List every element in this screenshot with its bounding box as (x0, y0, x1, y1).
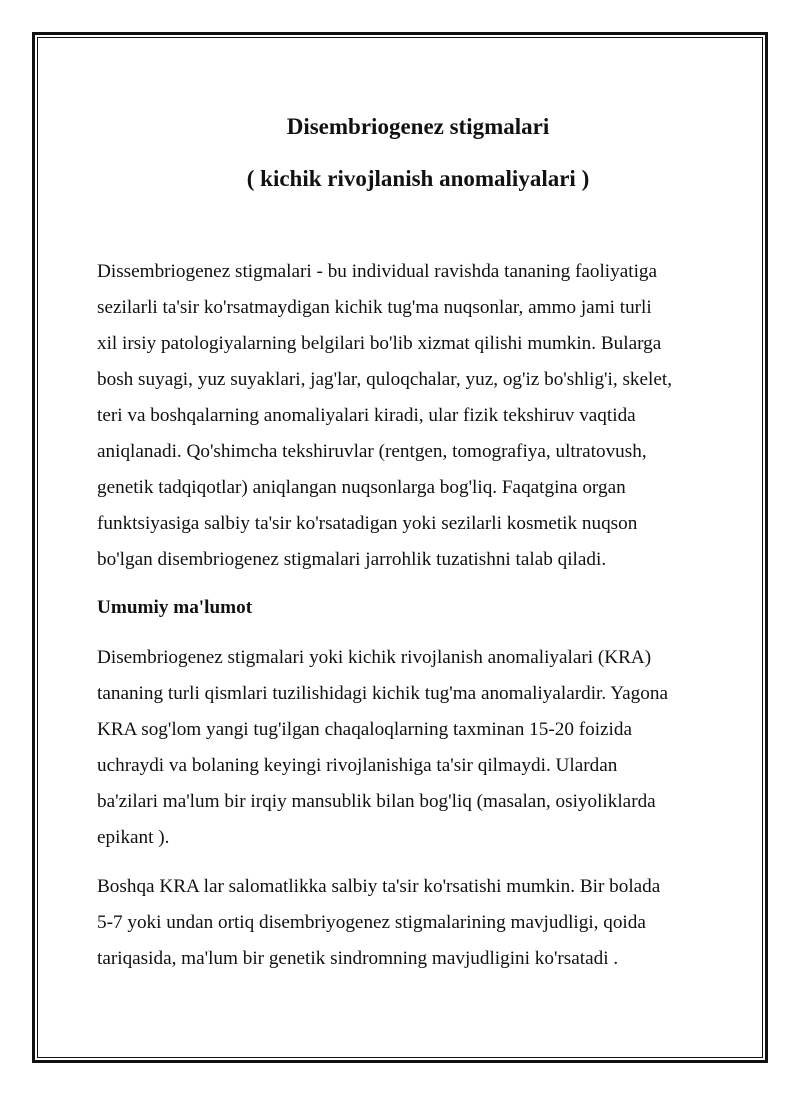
paragraph-line: 5-7 yoki undan ortiq disembriyogenez stigmalarining mavjudligi, qoida (97, 912, 646, 933)
paragraph-line: funktsiyasiga salbiy ta'sir ko'rsatadigan yoki sezilarli kosmetik nuqson (97, 513, 638, 534)
paragraph-other-kra (97, 869, 742, 977)
paragraph-general-info (97, 640, 742, 856)
paragraph-line: aniqlanadi. Qo'shimcha tekshiruvlar (rentgen, tomografiya, ultratovush, (97, 441, 647, 462)
document-subtitle: ( kichik rivojlanish anomaliyalari ) (246, 166, 590, 191)
document-body (97, 108, 742, 977)
paragraph-line: xil irsiy patologiyalarning belgilari bo'lib xizmat qilishi mumkin. Bularga (97, 333, 662, 354)
paragraph-line: tananing turli qismlari tuzilishidagi kichik tug'ma anomaliyalardir. Yagona (97, 683, 668, 704)
section-heading: Umumiy ma'lumot (97, 597, 253, 618)
paragraph-line: KRA sog'lom yangi tug'ilgan chaqaloqlarning taxminan 15-20 foizida (97, 719, 633, 740)
paragraph-line: ba'zilari ma'lum bir irqiy mansublik bilan bog'liq (masalan, osiyoliklarda (97, 791, 656, 812)
paragraph-line: Disembriogenez stigmalari yoki kichik rivojlanish anomaliyalari (KRA) (97, 647, 652, 668)
paragraph-line: epikant ). (97, 827, 170, 848)
paragraph-line: Boshqa KRA lar salomatlikka salbiy ta'sir ko'rsatishi mumkin. Bir bolada (97, 876, 661, 897)
paragraph-line: uchraydi va bolaning keyingi rivojlanishiga ta'sir qilmaydi. Ulardan (97, 755, 618, 776)
paragraph-line: bosh suyagi, yuz suyaklari, jag'lar, quloqchalar, yuz, og'iz bo'shlig'i, skelet, (97, 369, 672, 390)
paragraph-line: sezilarli ta'sir ko'rsatmaydigan kichik tug'ma nuqsonlar, ammo jami turli (97, 297, 652, 318)
paragraph-line: bo'lgan disembriogenez stigmalari jarrohlik tuzatishni talab qiladi. (97, 549, 607, 570)
paragraph-line: teri va boshqalarning anomaliyalari kiradi, ular fizik tekshiruv vaqtida (97, 405, 636, 426)
paragraph-line: tariqasida, ma'lum bir genetik sindromning mavjudligini ko'rsatadi . (97, 948, 619, 969)
paragraph-intro (97, 254, 742, 578)
paragraph-line: Dissembriogenez stigmalari - bu individual ravishda tananing faoliyatiga (97, 261, 658, 282)
paragraph-line: genetik tadqiqotlar) aniqlangan nuqsonlarga bog'liq. Faqatgina organ (97, 477, 626, 498)
document-title: Disembriogenez stigmalari (286, 114, 550, 139)
